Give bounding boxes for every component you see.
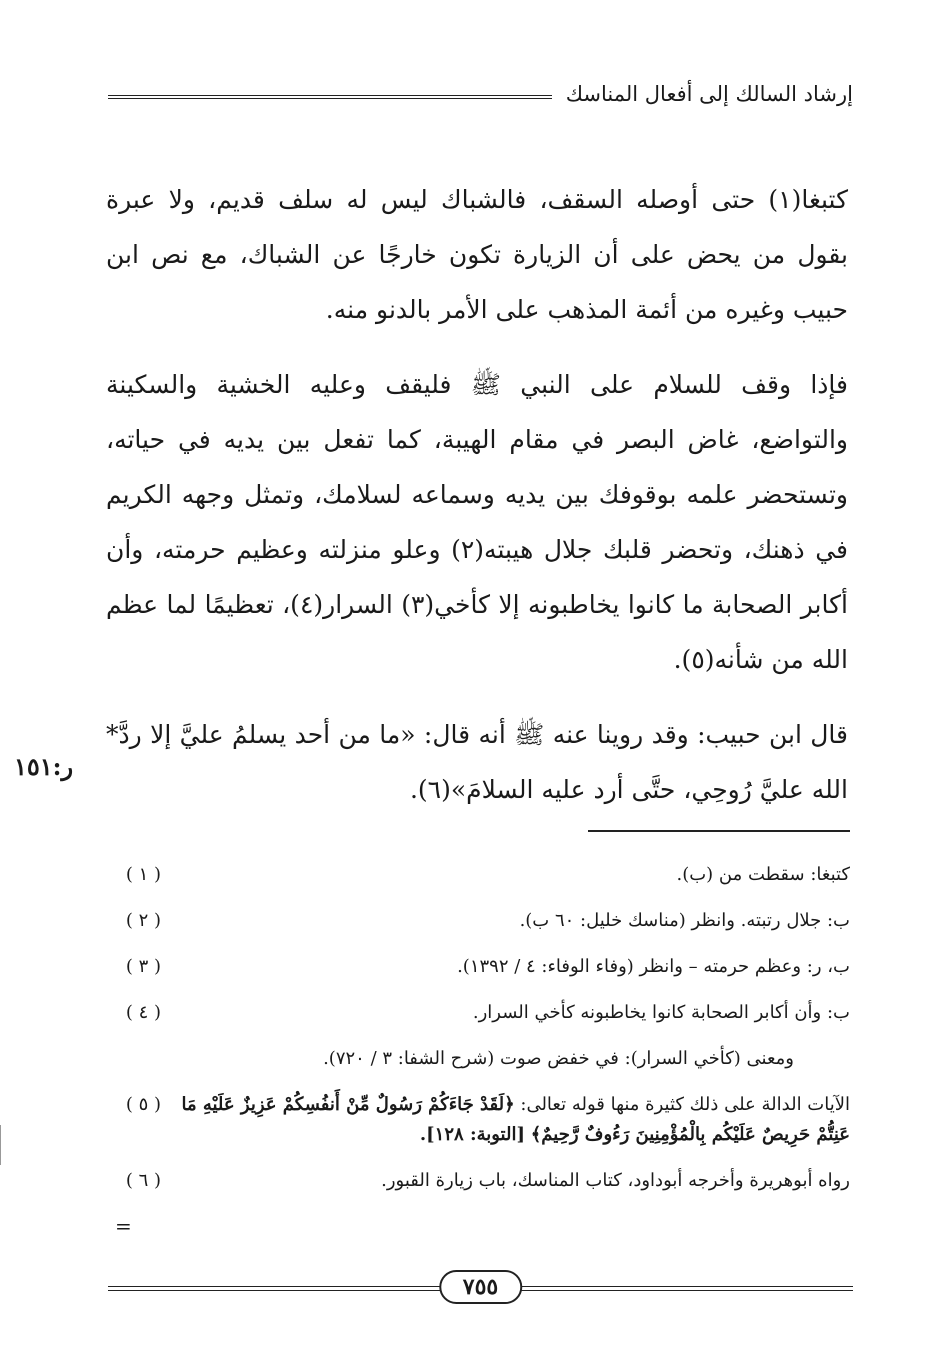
- scan-edge-line: [0, 1125, 1, 1165]
- footnote-number: ( ٥ ): [125, 1094, 161, 1115]
- footnote-text: [161, 1090, 850, 1150]
- paragraph: قال ابن حبيب: وقد روينا عنه ﷺ أنه قال: «ما من أحد يسلمُ عليَّ إلا ردَّ* الله عليَّ رُوحِي، حتَّى أرد عليه السلامَ»(٦).: [106, 720, 848, 804]
- footnote: [105, 906, 850, 936]
- footnote-number: ( ٦ ): [125, 1170, 161, 1191]
- footnote: [105, 1090, 850, 1150]
- footnote-text: ب: جلال رتبته. وانظر (مناسك خليل: ٦٠ ب).: [519, 910, 850, 931]
- footnote-number: ( ٣ ): [125, 956, 161, 977]
- footnote: [105, 1166, 850, 1196]
- footnote-text: ب، ر: وعظم حرمته – وانظر (وفاء الوفاء: ٤ / ١٣٩٢).: [457, 956, 850, 977]
- main-text: [106, 172, 848, 817]
- margin-reference: ر:١٥١: [14, 752, 74, 781]
- header-title: إرشاد السالك إلى أفعال المناسك: [552, 82, 853, 106]
- footnote-text: كتبغا: سقطت من (ب).: [676, 864, 850, 885]
- quran-verse: ﴿لَقَدْ جَاءَكُمْ رَسُولٌ مِّنْ أَنفُسِكُمْ عَزِيزٌ عَلَيْهِ مَا عَنِتُّمْ حَرِيصٌ عَلَيْكُم بِالْمُؤْمِنِينَ رَءُوفٌ رَّحِيمٌ﴾: [181, 1094, 850, 1145]
- page-number: ٧٥٥: [439, 1270, 522, 1304]
- footnotes: [105, 860, 850, 1212]
- footnote: [105, 860, 850, 890]
- footnote-number: ( ٤ ): [125, 1002, 161, 1023]
- paragraph: كتبغا(١) حتى أوصله السقف، فالشباك ليس له سلف قديم، ولا عبرة بقول من يحض على أن الزيارة تكون خارجًا عن الشباك، مع نص ابن حبيب وغيره من أئمة المذهب على الأمر بالدنو منه.: [106, 185, 848, 324]
- footnote-continuation: ومعنى (كأخي السرار): في خفض صوت (شرح الشفا: ٣ / ٧٢٠).: [323, 1048, 794, 1069]
- running-header: [108, 78, 853, 118]
- page-footer: [108, 1270, 853, 1310]
- footnote-text: رواه أبوهريرة وأخرجه أبوداود، كتاب المناسك، باب زيارة القبور.: [381, 1170, 850, 1191]
- footnote-intro: الآيات الدالة على ذلك كثيرة منها قوله تعالى:: [520, 1094, 850, 1115]
- paragraph: فإذا وقف للسلام على النبي ﷺ فليقف وعليه الخشية والسكينة والتواضع، غاض البصر في مقام الهيبة، كما تفعل بين يديه في حياته، وتستحضر علمه بوقوفك بين يديه وسماعه لسلامك، وتمثل وجهه الكريم في ذهنك، وتحضر قلبك جلال هيبته(٢) وعلو منزلته وعظيم حرمته، وأن أكابر الصحابة ما كانوا يخاطبونه إلا كأخي(٣) السرار(٤)، تعظيمًا لما عظم الله من شأنه(٥).: [106, 370, 848, 674]
- continuation-mark: =: [115, 1214, 132, 1238]
- footnote-separator: [588, 830, 850, 832]
- footnote: [105, 952, 850, 982]
- footnote-number: ( ٢ ): [125, 910, 161, 931]
- verse-reference: [التوبة: ١٢٨].: [419, 1124, 525, 1145]
- footnote-text: ب: وأن أكابر الصحابة كانوا يخاطبونه كأخي السرار.: [472, 1002, 850, 1023]
- footnote-number: ( ١ ): [125, 864, 161, 885]
- footnote: [105, 998, 850, 1028]
